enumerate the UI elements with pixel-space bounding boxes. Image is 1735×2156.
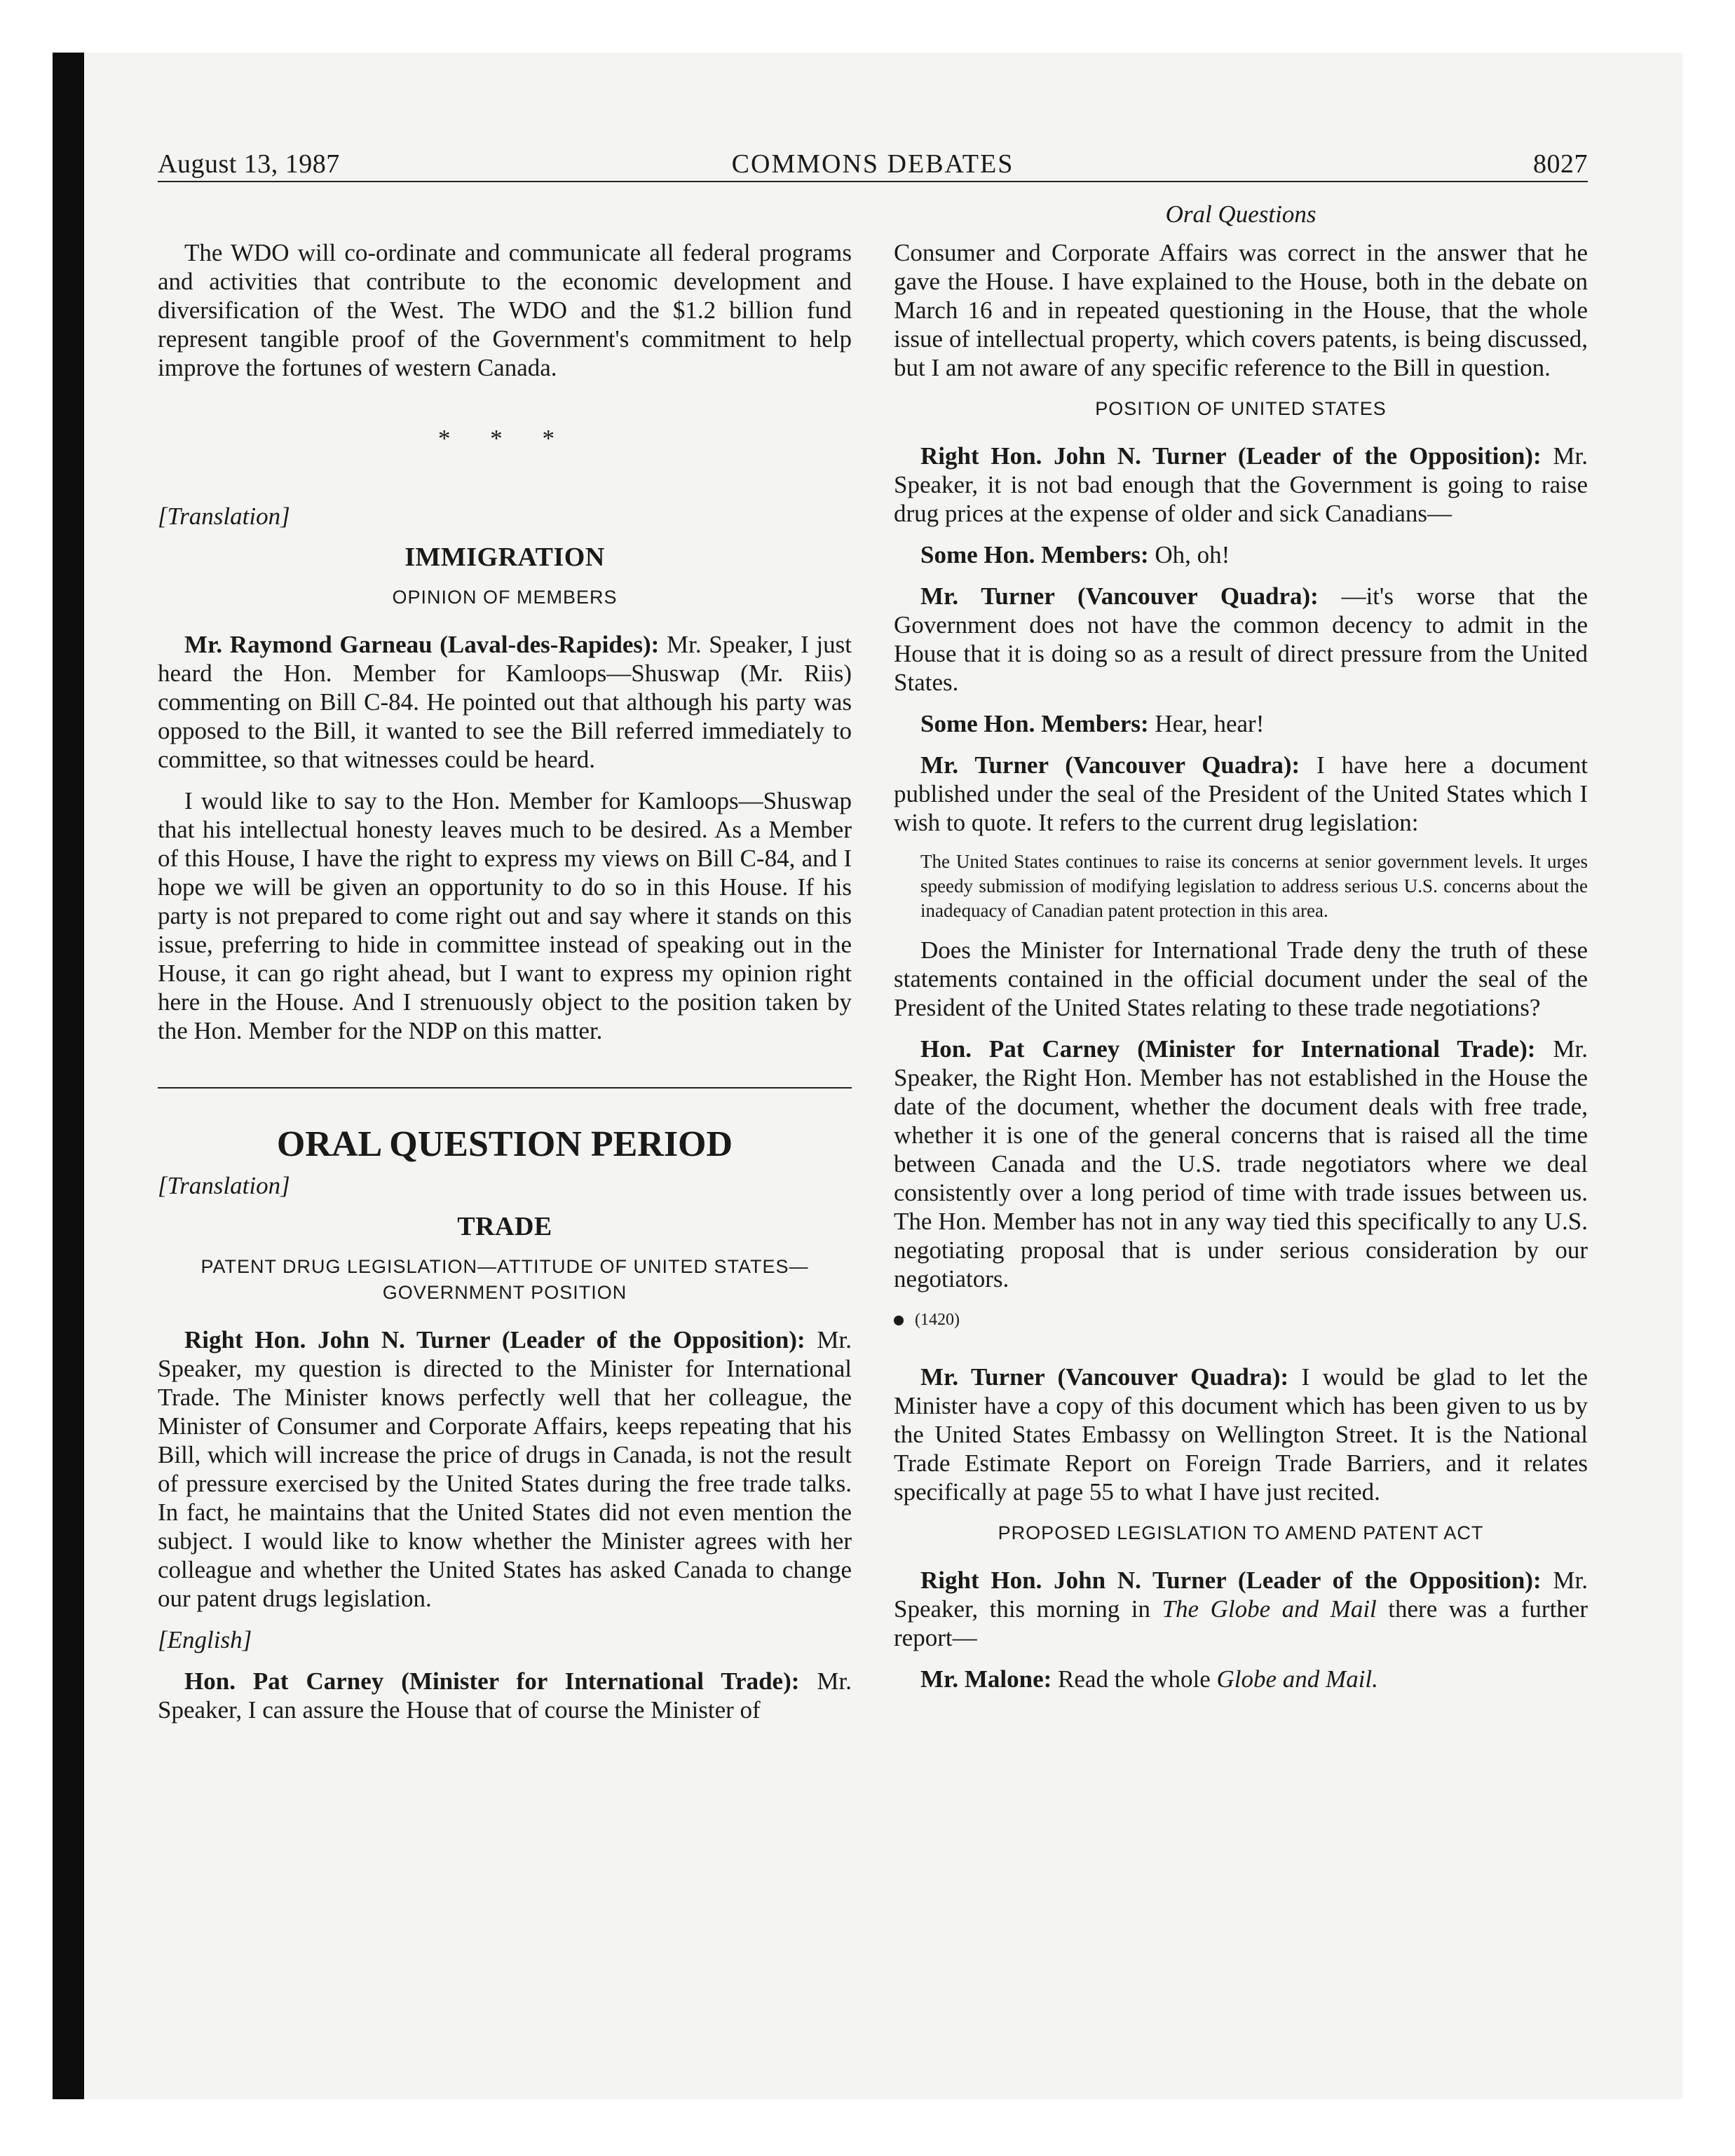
newspaper-title: The Globe and Mail <box>1162 1595 1377 1623</box>
speaker-name: Mr. Turner (Vancouver Quadra): <box>920 582 1319 610</box>
speech-text: Mr. Speaker, I can assure the House that of course the Minister of <box>158 1667 852 1724</box>
patent-act-subheading: PROPOSED LEGISLATION TO AMEND PATENT ACT <box>998 1522 1484 1543</box>
turner-paragraph-4 <box>894 751 1588 837</box>
page-header <box>158 146 1588 182</box>
speaker-name: Right Hon. John N. Turner (Leader of the Opposition): <box>920 1567 1542 1594</box>
speech-text: I have here a document published under the seal of the President of the United States which I wish to quote. It refers to the current drug legislation: <box>894 751 1588 836</box>
carney-answer-paragraph <box>158 1667 852 1724</box>
members-interjection-2 <box>894 709 1588 738</box>
translation-note-2: [Translation] <box>158 1172 290 1199</box>
header-date: August 13, 1987 <box>158 149 340 179</box>
newspaper-title: Globe and Mail. <box>1216 1665 1378 1693</box>
speech-text: Mr. Speaker, my question is directed to the Minister for International Trade. The Minister knows perfectly well that her colleague, the Minister of Consumer and Corporate Affairs, keeps repeating that his Bill, which will increase the price of drugs in Canada, is not the result of pressure exercised by the United States during the free trade talks. In fact, he maintains that the United States did not even mention the subject. I would like to know whether the Minister agrees with her colleague and whether the United States has asked Canada to change our patent drugs legislation. <box>158 1326 852 1612</box>
english-note: [English] <box>158 1626 252 1653</box>
immigration-subheading: OPINION OF MEMBERS <box>392 587 618 608</box>
speaker-name: Mr. Turner (Vancouver Quadra): <box>920 1363 1289 1391</box>
speaker-name: Right Hon. John N. Turner (Leader of the Opposition): <box>184 1326 805 1353</box>
right-column <box>894 200 1588 1706</box>
turner-paragraph-5 <box>894 1363 1588 1506</box>
trade-subheading <box>158 1254 852 1306</box>
speaker-name: Mr. Malone: <box>920 1665 1052 1693</box>
carney-answer-continued: Consumer and Corporate Affairs was correct in the answer that he gave the House. I have explained to the House, both in the debate on March 16 and in repeated questioning in the House, that the whole issue of intellectual property, which covers patents, is being discussed, but I am not aware of any specific reference to the Bill in question. <box>894 239 1588 381</box>
header-publication: COMMONS DEBATES <box>731 149 1014 179</box>
section-break-stars: * * * <box>438 425 571 452</box>
speech-text: I would be glad to let the Minister have a copy of this document which has been given to us by the United States Embassy on Wellington Street. It is the National Trade Estimate Report on Foreign Trade Barriers, and it relates specifically at page 55 to what I have just recited. <box>894 1363 1588 1506</box>
turner-paragraph-2 <box>894 442 1588 528</box>
garneau-paragraph-2: I would like to say to the Hon. Member for Kamloops—Shuswap that his intellectual honesty leaves much to be desired. As a Member of this House, I have the right to express my views on Bill C-84, and I hope we will be given an opportunity to do so in this House. If his party is not prepared to come right out and say where it stands on this issue, preferring to hide in committee instead of speaking out in the House, it can go right ahead, but I want to express my opinion right here in the House. And I strenuously object to the position taken by the Hon. Member for the NDP on this matter. <box>158 787 852 1044</box>
time-marker <box>894 1306 1588 1335</box>
speaker-name: Hon. Pat Carney (Minister for International Trade): <box>920 1035 1536 1063</box>
position-us-subheading: POSITION OF UNITED STATES <box>1095 398 1387 419</box>
trade-heading: TRADE <box>457 1212 552 1241</box>
speech-text: Read the whole <box>1052 1665 1217 1693</box>
speech-text: —it's worse that the Government does not have the common decency to admit in the House that it is doing so as a result of direct pressure from the United States. <box>894 582 1588 696</box>
time-marker-text: (1420) <box>915 1311 960 1329</box>
header-rule <box>158 181 1588 182</box>
turner-paragraph-3 <box>894 582 1588 697</box>
speech-text: Mr. Speaker, this morning in <box>894 1567 1588 1623</box>
turner-paragraph-6 <box>894 1566 1588 1652</box>
trade-subheading-line-2: GOVERNMENT POSITION <box>382 1282 627 1303</box>
speaker-name: Some Hon. Members: <box>920 710 1149 737</box>
speaker-name: Right Hon. John N. Turner (Leader of the Opposition): <box>920 442 1542 470</box>
header-page-number: 8027 <box>1533 149 1588 179</box>
quoted-document: The United States continues to raise its concerns at senior government levels. It urges speedy submission of modifying legislation to address serious U.S. concerns about the inadequacy of Canadian patent protection in this area. <box>920 851 1588 921</box>
turner-question-continued: Does the Minister for International Trade deny the truth of these statements contained in the official document under the seal of the President of the United States relating to these trade negotiations? <box>894 936 1588 1021</box>
speaker-name: Mr. Raymond Garneau (Laval-des-Rapides): <box>184 631 660 658</box>
speaker-name: Mr. Turner (Vancouver Quadra): <box>920 751 1300 779</box>
immigration-heading: IMMIGRATION <box>404 543 605 572</box>
running-head: Oral Questions <box>1165 200 1316 228</box>
garneau-paragraph <box>158 630 852 774</box>
bullet-icon <box>894 1316 904 1325</box>
speech-text: Mr. Speaker, I just heard the Hon. Member for Kamloops—Shuswap (Mr. Riis) commenting on Bill C-84. He pointed out that although his party was opposed to the Bill, it wanted to see the Bill referred immediately to committee, so that witnesses could be heard. <box>158 631 852 773</box>
left-column <box>158 238 852 1737</box>
members-interjection-1 <box>894 540 1588 569</box>
wdo-paragraph: The WDO will co-ordinate and communicate all federal programs and activities that contribute to the economic development and diversification of the West. The WDO and the $1.2 billion fund represent tangible proof of the Government's commitment to help improve the fortunes of western Canada. <box>158 239 852 381</box>
carney-answer-2 <box>894 1035 1588 1293</box>
speech-text: Mr. Speaker, the Right Hon. Member has not established in the House the date of the document, whether the document deals with free trade, whether it is one of the general concerns that is raised all the time between Canada and the U.S. trade negotiators where we deal consistently over a long period of time with trade issues between us. The Hon. Member has not in any way tied this specifically to any U.S. negotiating proposal that is under serious consideration by our negotiators. <box>894 1035 1588 1292</box>
trade-subheading-line-1: PATENT DRUG LEGISLATION—ATTITUDE OF UNITED STATES— <box>200 1256 809 1277</box>
speech-text: there was a further report— <box>894 1595 1588 1651</box>
malone-interjection <box>894 1665 1588 1693</box>
scan-edge <box>53 53 84 2099</box>
turner-question-paragraph <box>158 1325 852 1613</box>
translation-note: [Translation] <box>158 503 290 530</box>
speaker-name: Some Hon. Members: <box>920 541 1149 568</box>
speech-text: Hear, hear! <box>1148 710 1265 737</box>
oral-question-period-heading: ORAL QUESTION PERIOD <box>276 1124 733 1164</box>
speaker-name: Hon. Pat Carney (Minister for International Trade): <box>184 1667 800 1695</box>
section-divider <box>158 1087 852 1089</box>
speech-text: Mr. Speaker, it is not bad enough that the Government is going to raise drug prices at the expense of older and sick Canadians— <box>894 442 1588 527</box>
speech-text: Oh, oh! <box>1148 541 1230 568</box>
